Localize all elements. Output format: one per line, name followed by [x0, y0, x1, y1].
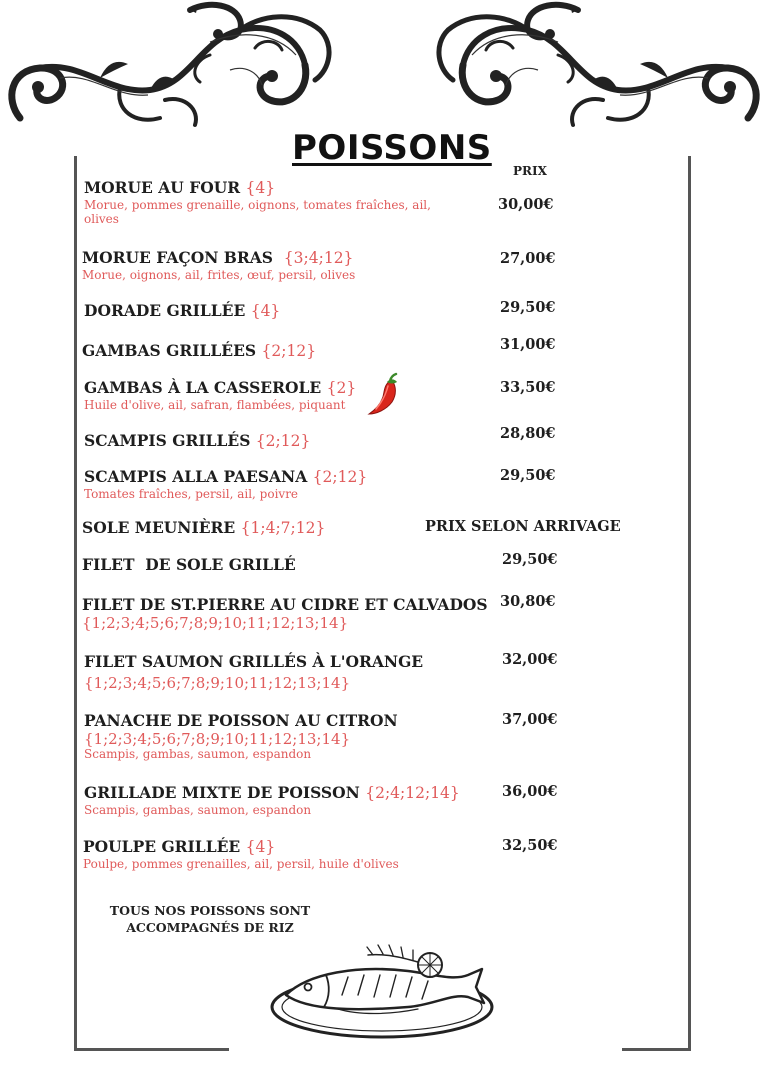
footer-note	[100, 902, 320, 936]
item-price: 31,00€	[500, 336, 556, 353]
item-description: Tomates fraîches, persil, ail, poivre	[84, 487, 299, 501]
item-description: Morue, oignons, ail, frites, œuf, persil, olives	[82, 268, 356, 282]
frame-bottom-right-border	[622, 1048, 691, 1051]
item-price: 29,50€	[500, 467, 556, 484]
allergen-codes: {2}	[326, 379, 357, 397]
price-column-header: PRIX	[513, 164, 547, 178]
item-price: 37,00€	[502, 711, 558, 728]
allergen-codes: {1;2;3;4;5;6;7;8;9;10;11;12;13;14}	[84, 674, 351, 692]
item-name: POULPE GRILLÉE	[83, 837, 241, 856]
menu-item	[84, 178, 484, 226]
item-name: DORADE GRILLÉE	[84, 301, 246, 320]
item-description: olives	[84, 212, 119, 226]
item-price: 32,50€	[502, 837, 558, 854]
menu-item	[84, 378, 484, 412]
allergen-codes: {4}	[250, 302, 281, 320]
item-name: SOLE MEUNIÈRE	[82, 518, 236, 537]
item-price: 32,00€	[502, 651, 558, 668]
allergen-codes: {2;12}	[261, 342, 317, 360]
item-description: Poulpe, pommes grenailles, ail, persil, huile d'olives	[83, 857, 399, 871]
menu-item	[82, 518, 482, 538]
item-name: GAMBAS À LA CASSEROLE	[84, 378, 322, 397]
frame-right-border	[688, 156, 691, 1051]
item-name: FILET DE SOLE GRILLÉ	[82, 555, 296, 574]
allergen-codes: {3;4;12}	[283, 249, 354, 267]
menu-item	[82, 555, 482, 574]
menu-item	[84, 467, 484, 501]
item-description: Morue, pommes grenaille, oignons, tomates fraîches, ail,	[84, 198, 431, 212]
item-price: 33,50€	[500, 379, 556, 396]
item-name: GAMBAS GRILLÉES	[82, 341, 257, 360]
item-name: PANACHE DE POISSON AU CITRON	[84, 711, 398, 730]
frame-left-border	[74, 156, 77, 1051]
frame-bottom-left-border	[74, 1048, 229, 1051]
menu-item	[84, 711, 484, 760]
item-description: Scampis, gambas, saumon, espandon	[84, 747, 312, 761]
footer-note-line: TOUS NOS POISSONS SONT	[109, 903, 311, 918]
item-name: SCAMPIS GRILLÉS	[84, 431, 251, 450]
grilled-fish-plate-icon	[268, 935, 496, 1045]
menu-item	[82, 595, 488, 632]
menu-item	[84, 431, 484, 451]
baroque-ornament-left-icon	[0, 0, 340, 135]
item-name: FILET DE ST.PIERRE AU CIDRE ET CALVADOS	[82, 595, 488, 614]
item-name: FILET SAUMON GRILLÉS À L'ORANGE	[84, 652, 424, 671]
allergen-codes: {2;12}	[255, 432, 311, 450]
page-title: POISSONS	[292, 128, 492, 168]
item-price: 29,50€	[502, 551, 558, 568]
menu-item	[82, 248, 482, 282]
item-price: 27,00€	[500, 250, 556, 267]
allergen-codes: {4}	[245, 179, 276, 197]
item-price: 29,50€	[500, 299, 556, 316]
allergen-codes: {1;4;7;12}	[240, 519, 326, 537]
allergen-codes: {1;2;3;4;5;6;7;8;9;10;11;12;13;14}	[82, 614, 349, 632]
item-description: Scampis, gambas, saumon, espandon	[84, 803, 312, 817]
item-price: 36,00€	[502, 783, 558, 800]
menu-item	[84, 783, 484, 817]
item-name: MORUE FAÇON BRAS	[82, 248, 273, 267]
menu-item	[84, 652, 484, 692]
item-name: GRILLADE MIXTE DE POISSON	[84, 783, 360, 802]
item-price: 28,80€	[500, 425, 556, 442]
baroque-ornament-right-icon	[428, 0, 768, 135]
allergen-codes: {1;2;3;4;5;6;7;8;9;10;11;12;13;14}	[84, 730, 351, 748]
item-name: SCAMPIS ALLA PAESANA	[84, 467, 308, 486]
chili-pepper-icon	[366, 372, 404, 416]
footer-note-line: ACCOMPAGNÉS DE RIZ	[126, 920, 294, 935]
item-price: 30,80€	[500, 593, 556, 610]
menu-item	[84, 301, 484, 321]
allergen-codes: {4}	[245, 838, 276, 856]
allergen-codes: {2;4;12;14}	[365, 784, 460, 802]
item-name: MORUE AU FOUR	[84, 178, 241, 197]
item-description: Huile d'olive, ail, safran, flambées, piquant	[84, 398, 346, 412]
item-price: PRIX SELON ARRIVAGE	[425, 518, 621, 535]
item-price: 30,00€	[498, 196, 554, 213]
allergen-codes: {2;12}	[312, 468, 368, 486]
menu-item	[82, 341, 482, 361]
menu-item	[83, 837, 483, 871]
